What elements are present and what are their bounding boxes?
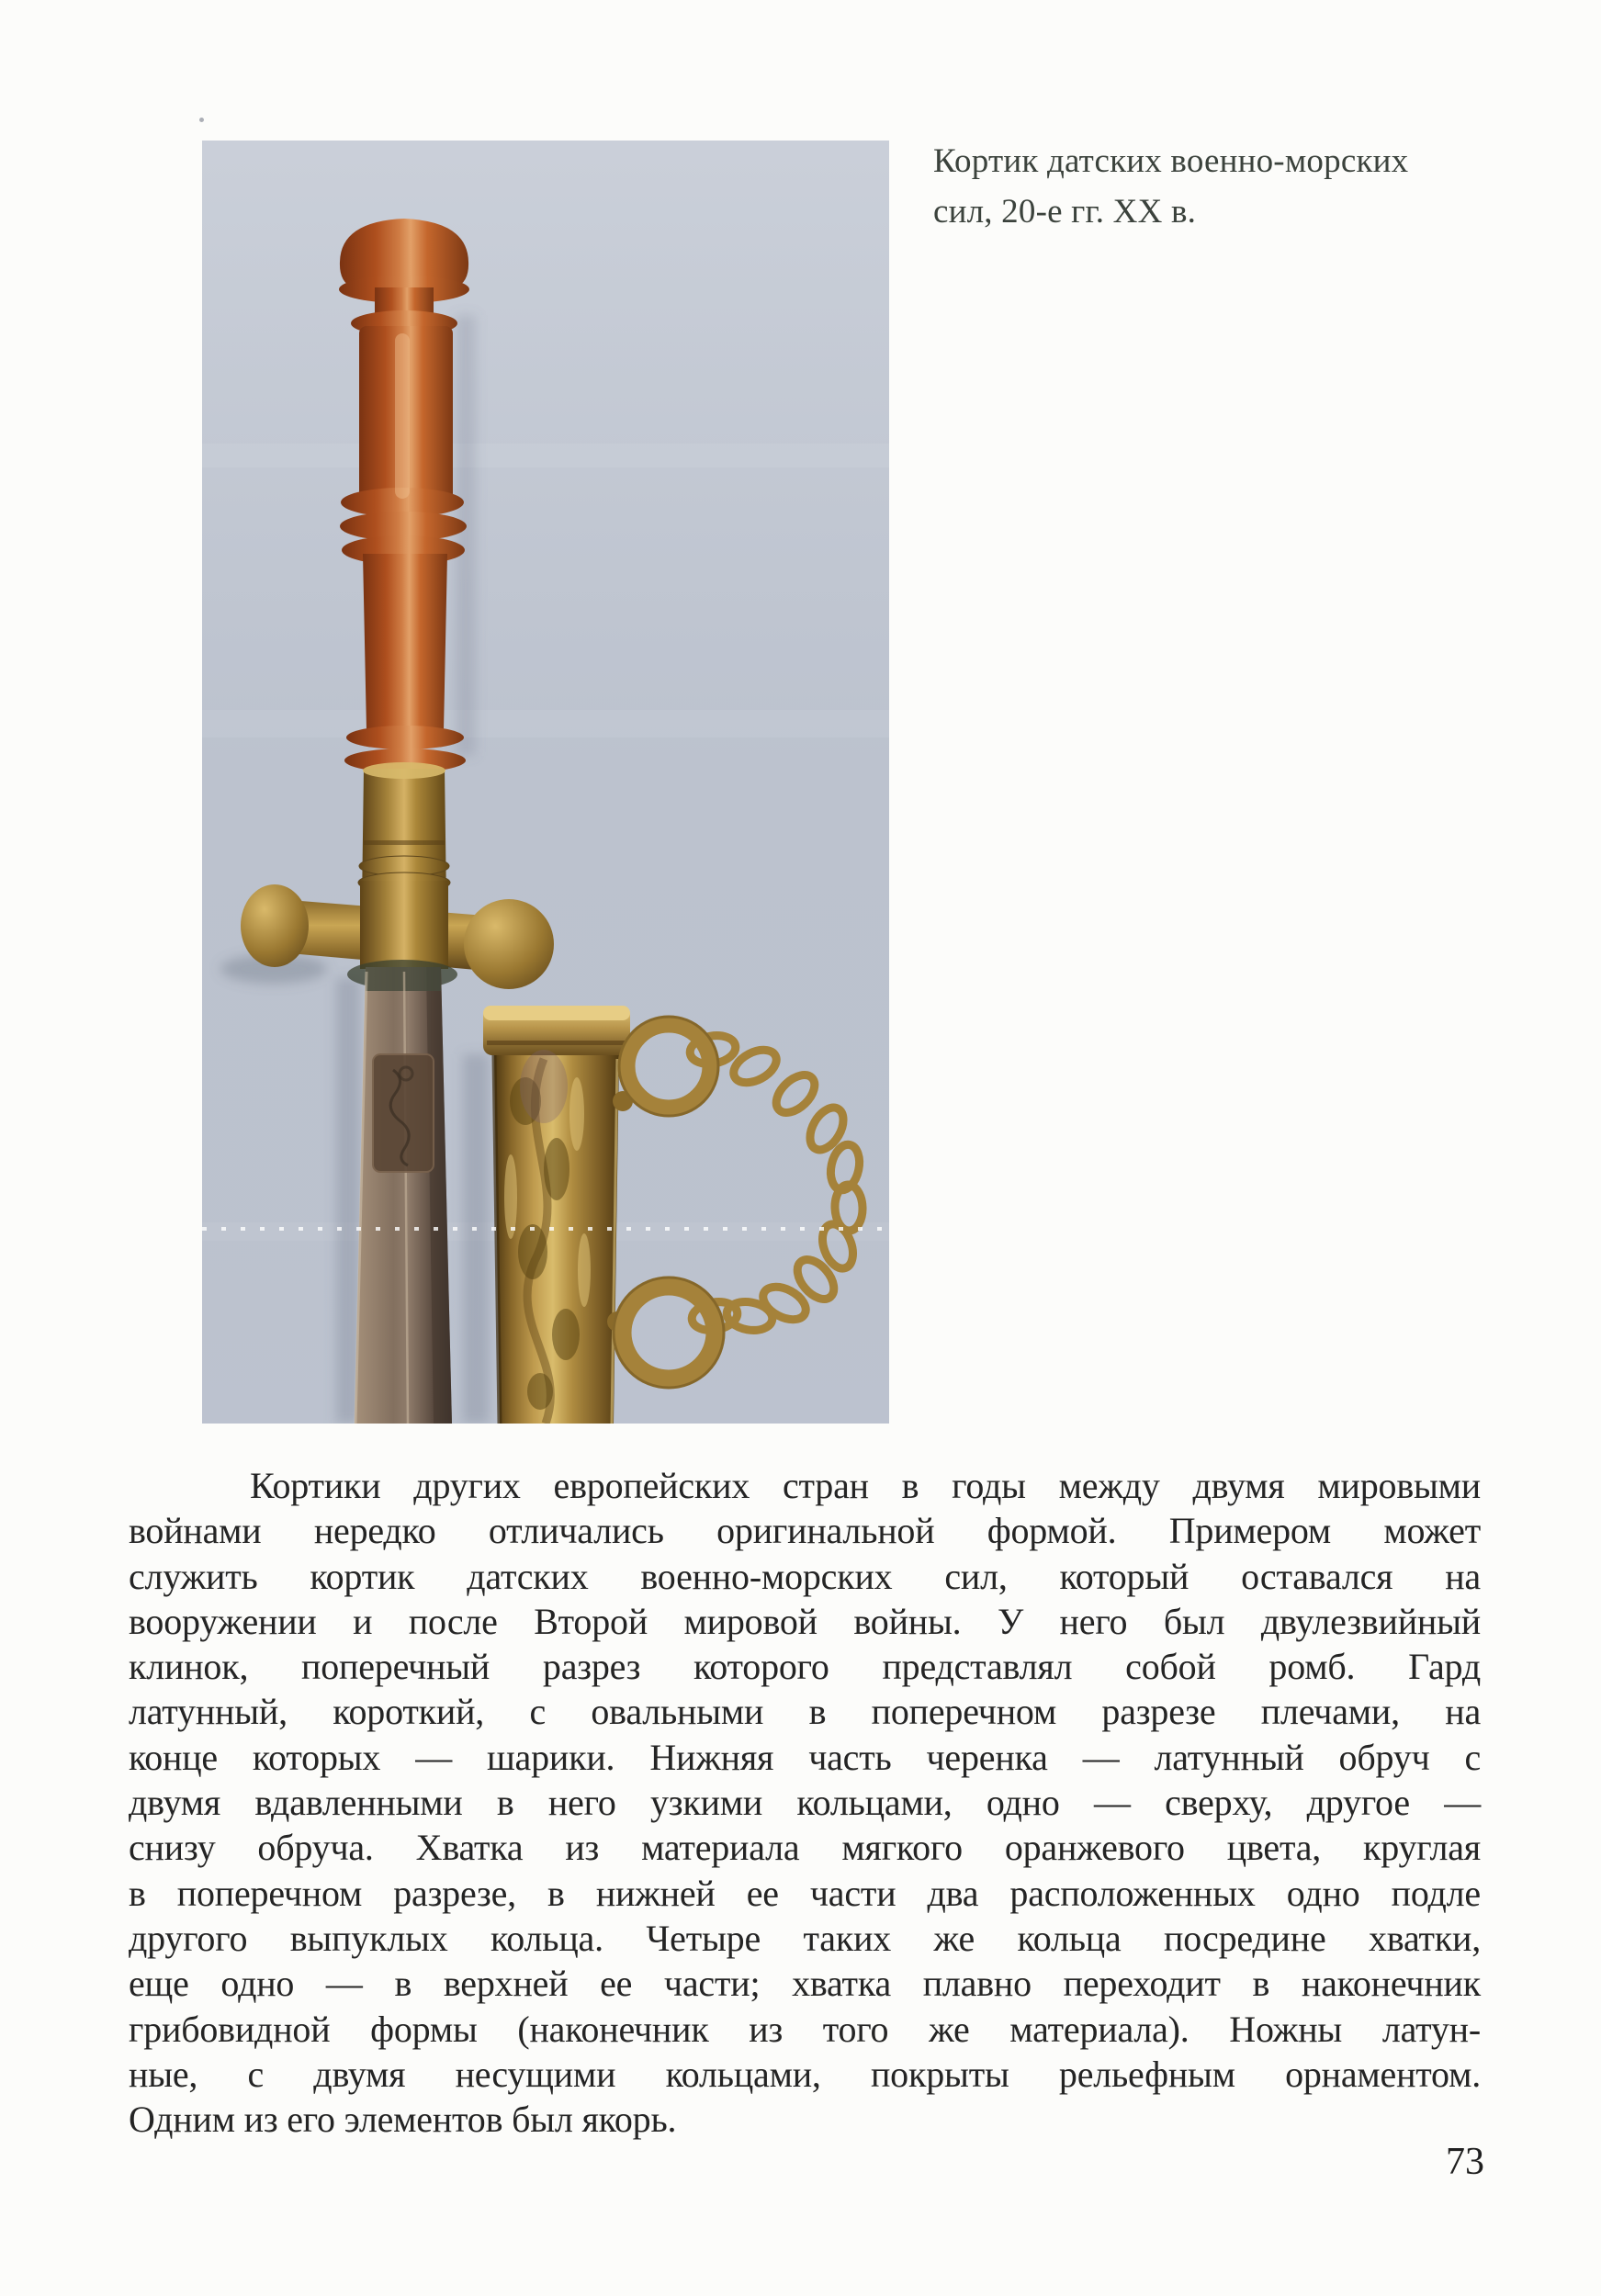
body-line: вооружении и после Второй мировой войны. У него был двулезвийный <box>129 1600 1481 1642</box>
body-line: латунный, короткий, с овальными в поперечном разрезе плечами, на <box>129 1691 1481 1733</box>
body-line: служить кортик датских военно-морских сил, который оставался на <box>129 1555 1481 1597</box>
blade-etched-cartouche <box>373 1054 434 1172</box>
figure-caption <box>933 136 1484 237</box>
body-line: грибовидной формы (наконечник из того же материала). Ножны латун- <box>129 2008 1481 2050</box>
body-line: войнами нередко отличались оригинальной формой. Примером может <box>129 1510 1481 1552</box>
scabbard-throat-rim <box>483 1006 630 1020</box>
crossguard-left-ball <box>241 884 309 967</box>
figure-caption-line-1: Кортик датских военно-морских <box>933 142 1409 180</box>
grip-middle-rings <box>340 488 467 565</box>
body-line: клинок, поперечный разрез которого представлял собой ромб. Гард <box>129 1646 1481 1688</box>
figure-caption-line-2: сил, 20-е гг. XX в. <box>933 193 1197 231</box>
crossguard-right-ball <box>464 899 554 989</box>
dirk-photo-artwork <box>202 141 889 1424</box>
body-line: Кортики других европейских стран в годы между двумя мировыми <box>250 1465 1481 1506</box>
body-line: в поперечном разрезе, в нижней ее части два расположенных одно подле <box>129 1872 1481 1914</box>
dirk-blade <box>355 967 452 1424</box>
scan-speck <box>199 118 204 122</box>
body-line: Одним из его элементов был якорь. <box>129 2099 677 2141</box>
body-line: двумя вдавленными в него узкими кольцами, одно — сверху, другое — <box>129 1782 1481 1824</box>
body-line: еще одно — в верхней ее части; хватка плавно переходит в наконечник <box>129 1963 1481 2005</box>
body-line: ные, с двумя несущими кольцами, покрыты рельефным орнаментом. <box>129 2053 1481 2095</box>
grip-lower-section <box>363 554 447 730</box>
scabbard <box>483 1006 633 1424</box>
dirk-photograph <box>202 141 889 1424</box>
body-paragraph <box>129 1463 1481 2142</box>
body-line: конце которых — шарики. Нижняя часть черенка — латунный обруч с <box>129 1736 1481 1778</box>
page-number: 73 <box>1446 2141 1484 2183</box>
crossguard-center-block <box>360 881 448 969</box>
body-line: снизу обруча. Хватка из материала мягкого оранжевого цвета, круглая <box>129 1827 1481 1869</box>
grip-highlight <box>395 333 410 499</box>
body-line: другого выпуклых кольца. Четыре таких же кольца посредине хватки, <box>129 1917 1481 1959</box>
